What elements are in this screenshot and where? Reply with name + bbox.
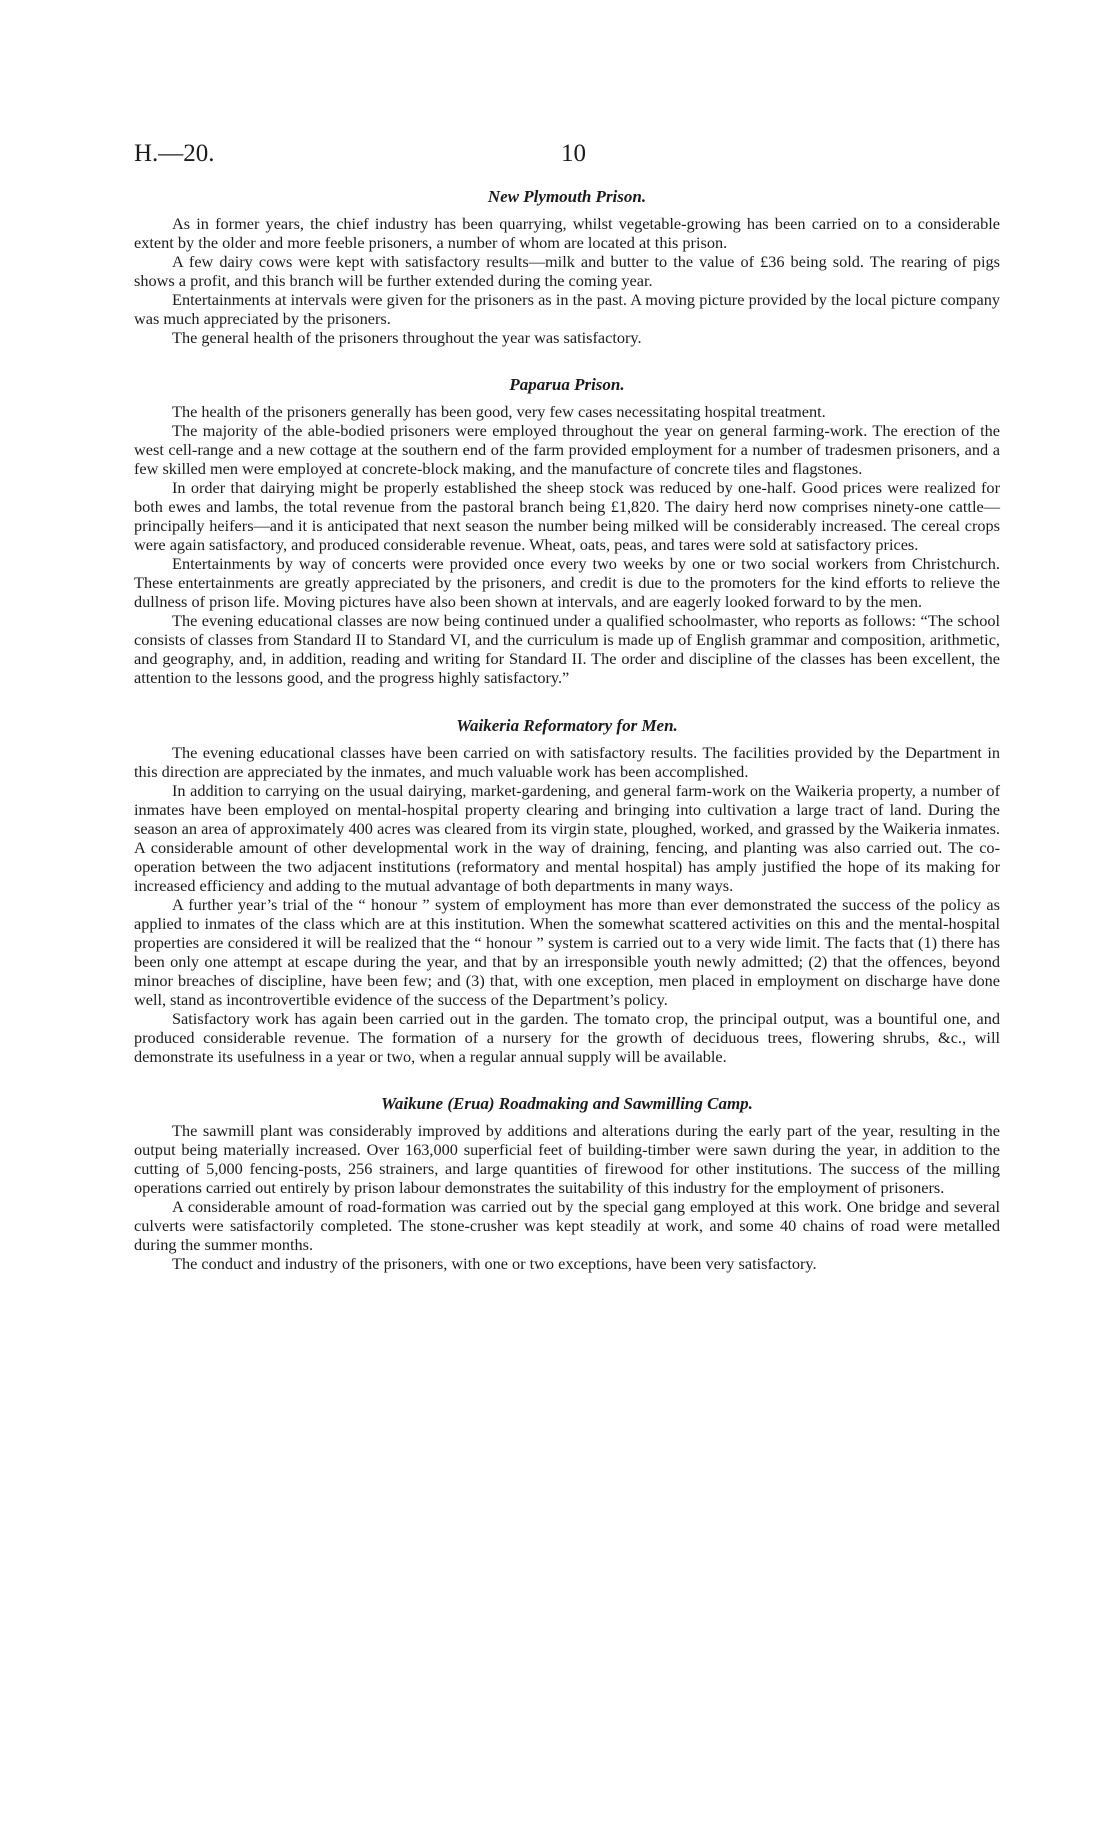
paragraph: A few dairy cows were kept with satisfactory results—milk and butter to the value of £36 being sold. The rearing of pigs shows a profit, and this branch will be further extended during the coming year.	[134, 252, 1000, 290]
document-page	[134, 140, 1000, 1273]
paragraph: As in former years, the chief industry has been quarrying, whilst vegetable-growing has been carried on to a considerable extent by the older and more feeble prisoners, a number of whom are located at this prison.	[134, 214, 1000, 252]
page-number: 10	[561, 140, 586, 167]
paragraph: The health of the prisoners generally has been good, very few cases necessitating hospital treatment.	[172, 402, 826, 421]
section-paparua-prison	[134, 374, 1000, 687]
paragraph: In order that dairying might be properly established the sheep stock was reduced by one-half. Good prices were realized for both ewes and lambs, the total revenue from the pastoral branch being £1,820. The dairy herd now comprises ninety-one cattle—principally heifers—and it is anticipated that next season the number being milked will be considerably increased. The cereal crops were again satisfactory, and produced considerable revenue. Wheat, oats, peas, and tares were sold at satisfactory prices.	[134, 478, 1000, 554]
section-heading: New Plymouth Prison.	[487, 187, 647, 206]
paragraph: The sawmill plant was considerably improved by additions and alterations during the early part of the year, resulting in the output being materially increased. Over 163,000 superficial feet of building-timber were sawn during the year, in addition to the cutting of 5,000 fencing-posts, 256 strainers, and large quantities of firewood for other institutions. The success of the milling operations carried out entirely by prison labour demonstrates the suitability of this industry for the employment of prisoners.	[134, 1121, 1000, 1197]
paragraph: The majority of the able-bodied prisoners were employed throughout the year on general farming-work. The erection of the west cell-range and a new cottage at the southern end of the farm provided employment for a number of tradesmen prisoners, and a few skilled men were employed at concrete-block making, and the manufacture of concrete tiles and flagstones.	[134, 421, 1000, 478]
paragraph: The general health of the prisoners throughout the year was satisfactory.	[172, 328, 642, 347]
paragraph: A further year’s trial of the “ honour ” system of employment has more than ever demonstrated the success of the policy as applied to inmates of the class which are at this institution. When the somewhat scattered activities on this and the mental-hospital properties are considered it will be realized that the “ honour ” system is carried out to a very wide limit. The facts that (1) there has been only one attempt at escape during the year, and that by an irresponsible youth newly admitted; (2) that the offences, beyond minor breaches of discipline, have been few; and (3) that, with one exception, men placed in employment on discharge have done well, stand as incontrovertible evidence of the success of the Department’s policy.	[134, 895, 1000, 1009]
paragraph: The evening educational classes are now being continued under a qualified schoolmaster, who reports as follows: “The school consists of classes from Standard II to Standard VI, and the curriculum is made up of English grammar and composition, arithmetic, and geography, and, in addition, reading and writing for Standard II. The order and discipline of the classes has been excellent, the attention to the lessons good, and the progress highly satisfactory.”	[134, 611, 1000, 687]
paragraph: Entertainments at intervals were given for the prisoners as in the past. A moving picture provided by the local picture company was much appreciated by the prisoners.	[134, 290, 1000, 328]
running-head	[134, 140, 1000, 180]
section-waikeria-reformatory	[134, 715, 1000, 1066]
paragraph: The evening educational classes have been carried on with satisfactory results. The facilities provided by the Department in this direction are appreciated by the inmates, and much valuable work has been accomplished.	[134, 743, 1000, 781]
section-heading: Paparua Prison.	[509, 375, 625, 394]
paragraph: The conduct and industry of the prisoners, with one or two exceptions, have been very satisfactory.	[172, 1254, 817, 1273]
document-reference: H.—20.	[134, 140, 215, 167]
section-new-plymouth-prison	[134, 186, 1000, 347]
section-heading: Waikune (Erua) Roadmaking and Sawmilling Camp.	[381, 1094, 753, 1113]
paragraph: A considerable amount of road-formation was carried out by the special gang employed at this work. One bridge and several culverts were satisfactorily completed. The stone-crusher was kept steadily at work, and some 40 chains of road were metalled during the summer months.	[134, 1197, 1000, 1254]
section-waikune-camp	[134, 1093, 1000, 1273]
paragraph: Entertainments by way of concerts were provided once every two weeks by one or two social workers from Christchurch. These entertainments are greatly appreciated by the prisoners, and credit is due to the promoters for the kind efforts to relieve the dullness of prison life. Moving pictures have also been shown at intervals, and are eagerly looked forward to by the men.	[134, 554, 1000, 611]
paragraph: In addition to carrying on the usual dairying, market-gardening, and general farm-work on the Waikeria property, a number of inmates have been employed on mental-hospital property clearing and bringing into cultivation a large tract of land. During the season an area of approximately 400 acres was cleared from its virgin state, ploughed, worked, and grassed by the Waikeria inmates. A considerable amount of other developmental work in the way of draining, fencing, and planting was also carried out. The co-operation between the two adjacent institutions (reformatory and mental hospital) has amply justified the hope of its making for increased efficiency and adding to the mutual advantage of both departments in many ways.	[134, 781, 1000, 895]
paragraph: Satisfactory work has again been carried out in the garden. The tomato crop, the principal output, was a bountiful one, and produced considerable revenue. The formation of a nursery for the growth of deciduous trees, flowering shrubs, &c., will demonstrate its usefulness in a year or two, when a regular annual supply will be available.	[134, 1009, 1000, 1066]
section-heading: Waikeria Reformatory for Men.	[456, 716, 678, 735]
